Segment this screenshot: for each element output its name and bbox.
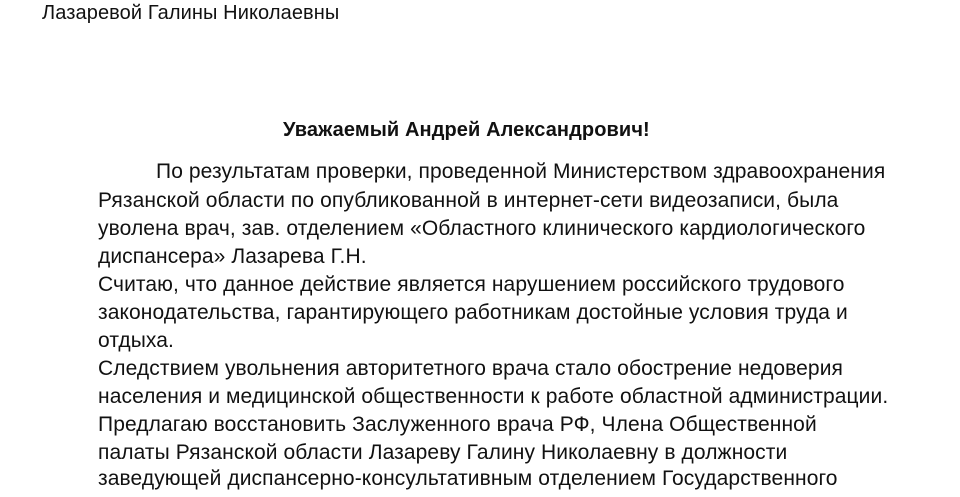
body-line: населения и медицинской общественности к работе областной администрации. [98, 385, 889, 408]
body-line: палаты Рязанской области Лазареву Галину Николаевну в должности [98, 441, 788, 464]
body-line: диспансера» Лазарева Г.Н. [98, 245, 367, 268]
body-line: Рязанской области по опубликованной в интернет-сети видеозаписи, была [98, 189, 839, 212]
body-line: заведующей диспансерно-консультативным отделением Государственного [98, 467, 838, 490]
body-line: уволена врач, зав. отделением «Областного клинического кардиологического [98, 217, 866, 240]
sender-line: Лазаревой Галины Николаевны [42, 2, 340, 24]
body-line: отдыха. [98, 329, 174, 352]
body-line: Считаю, что данное действие является нарушением российского трудового [98, 273, 845, 296]
salutation-heading: Уважаемый Андрей Александрович! [283, 119, 650, 141]
body-line: По результатам проверки, проведенной Министерством здравоохранения [156, 160, 886, 183]
body-line: Следствием увольнения авторитетного врача стало обострение недоверия [98, 357, 844, 380]
body-line: Предлагаю восстановить Заслуженного врача РФ, Члена Общественной [98, 413, 817, 436]
body-line: законодательства, гарантирующего работникам достойные условия труда и [98, 301, 848, 324]
